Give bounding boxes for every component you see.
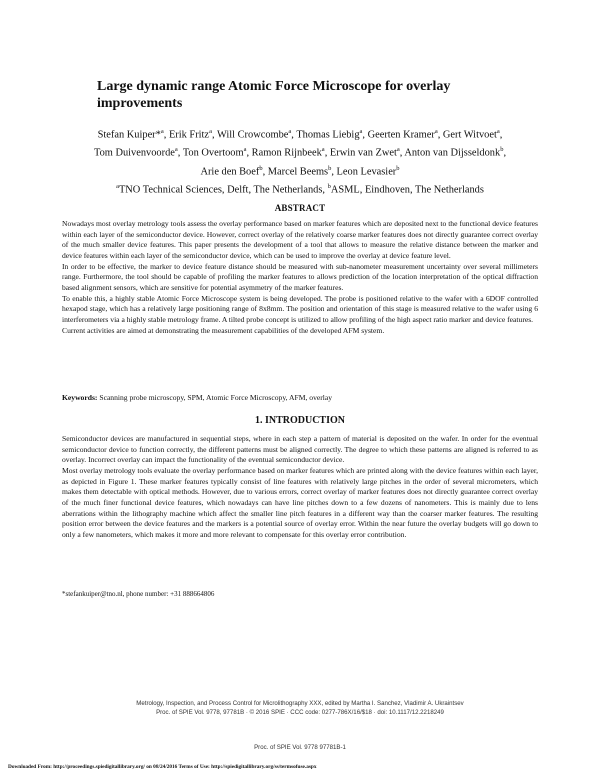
author: Geerten Kramer xyxy=(367,129,435,141)
author-block xyxy=(40,124,560,198)
download-notice: Downloaded From: http://proceedings.spiedigitallibrary.org/ on 08/24/2016 Terms of Use: http://spiedigitallibrary.org/ss/termsofuse.aspx xyxy=(8,764,317,770)
author: Gert Witvoet xyxy=(442,129,497,141)
author: Arie den Boef xyxy=(200,166,260,178)
author: Stefan Kuiper* xyxy=(97,129,161,141)
affiliation-b: ASML, Eindhoven, The Netherlands xyxy=(330,184,484,196)
author: Erwin van Zwet xyxy=(329,147,397,159)
keywords-text: Scanning probe microscopy, SPM, Atomic Force Microscopy, AFM, overlay xyxy=(99,393,333,402)
introduction-body xyxy=(62,434,538,541)
paper-title: Large dynamic range Atomic Force Microscope for overlay improvements xyxy=(97,79,451,111)
abstract-paragraph: To enable this, a highly stable Atomic Force Microscope system is being developed. The probe is positioned relative to the wafer with a 6DOF controlled hexapod stage, which has a relatively large positioning range of 8x8mm. The position and orientation of this stage is measured relative to the wafer using 6 interferometers via a highly stable metrology frame. A tilted probe concept is utilized to allow profiling of the high aspect ratio marker and device features. xyxy=(62,293,538,324)
intro-paragraph: Most overlay metrology tools evaluate the overlay performance based on marker features which are printed along with the device features within each layer, as depicted in Figure 1. These marker features typically consist of line features with relatively large pitches in the order of several micrometers, which makes them detectable with optical methods. However, due to various errors, correct overlay of marker features does not directly guarantee correct overlay of the much finer functional device features, which nowadays can have line pitches down to a few dozens of nanometers. This is mainly due to lens aberrations within the lithography machine which affect the smaller line pitch features in a different way than the coarser marker features. The resulting position error between the device features and the markers is a potential source of overlay error. Within the near future the overlay budgets will go down to only a few nanometers, which makes it more and more relevant to compensate for this overlay error contribution. xyxy=(62,465,538,539)
affiliation-a: TNO Technical Sciences, Delft, The Netherlands xyxy=(118,184,323,196)
keywords-label: Keywords: xyxy=(62,393,98,402)
abstract-heading: ABSTRACT xyxy=(274,203,326,213)
keywords xyxy=(62,393,538,404)
abstract-body xyxy=(62,219,538,336)
footnote: *stefankuiper@tno.nl, phone number: +31 888664806 xyxy=(62,590,215,598)
author-line-2: Tom Duivenvoorde$^a$, Ton Overtoom$^a$, Ramon Rijnbeek$^a$, Erwin van Zwet$^a$, Anton van Dijsseldonk$^b$, xyxy=(93,146,507,159)
author: Marcel Beems xyxy=(267,166,329,178)
conference-line-1: Metrology, Inspection, and Process Control for Microlithography XXX, edited by Martha I. Sanchez, Vladimir A. Ukraintsev xyxy=(136,700,464,707)
author: Ton Overtoom xyxy=(182,147,244,159)
author: Will Crowcombe xyxy=(216,129,289,141)
affiliations: $^a$TNO Technical Sciences, Delft, The Netherlands, $^b$ASML, Eindhoven, The Netherlands xyxy=(116,183,484,196)
author-line-3: Arie den Boef$^b$, Marcel Beems$^b$, Leon Levasier$^b$ xyxy=(200,164,400,178)
author: Thomas Liebig xyxy=(296,129,360,141)
author: Ramon Rijnbeek xyxy=(251,147,322,159)
author: Anton van Dijsseldonk xyxy=(404,147,501,159)
author: Tom Duivenvoorde xyxy=(93,147,175,159)
author: Leon Levasier xyxy=(336,166,397,178)
abstract-paragraph: Nowadays most overlay metrology tools assess the overlay performance based on marker features which are deposited next to the functional device features within each layer of the semiconductor device. However, correct overlay of the relatively coarse marker features does not directly guarantee correct overlay of the much smaller device features. This paper presents the development of a tool that allows to measure the relative distance between the marker and device features within each layer of the semiconductor device, which can be used to improve the overlay at device feature level. xyxy=(62,219,538,260)
abstract-paragraph: In order to be effective, the marker to device feature distance should be measured with sub-nanometer measurement uncertainty over several millimeters range. Furthermore, the tool should be capable of profiling the marker features to allows prediction of the location interpretation of the optical diffraction based alignment sensors, which are sensitive for potential asymmetry of the marker features. xyxy=(62,261,538,292)
abstract-paragraph: Current activities are aimed at demonstrating the measurement capabilities of the developed AFM system. xyxy=(62,325,385,335)
page-number: Proc. of SPIE Vol. 9778 97781B-1 xyxy=(254,744,346,751)
conference-citation xyxy=(0,700,600,717)
section-heading-introduction: 1. INTRODUCTION xyxy=(254,415,345,426)
author: Erik Fritz xyxy=(168,129,210,141)
author-line-1: Stefan Kuiper*$^a$, Erik Fritz$^a$, Will Crowcombe$^a$, Thomas Liebig$^a$, Geerten Kramer$^a$, Gert Witvoet$^a$, xyxy=(97,128,503,141)
intro-paragraph: Semiconductor devices are manufactured in sequential steps, where in each step a pattern of material is deposited on the wafer. In order for the eventual semiconductor device to function correctly, the different patterns must be aligned correctly. The degree to which these patterns are aligned is referred to as overlay. Incorrect overlay can impact the functionality of the eventual semiconductor device. xyxy=(62,434,538,465)
conference-line-2: Proc. of SPIE Vol. 9778, 97781B · © 2016 SPIE · CCC code: 0277-786X/16/$18 · doi: 10.1117/12.2218249 xyxy=(156,708,444,716)
